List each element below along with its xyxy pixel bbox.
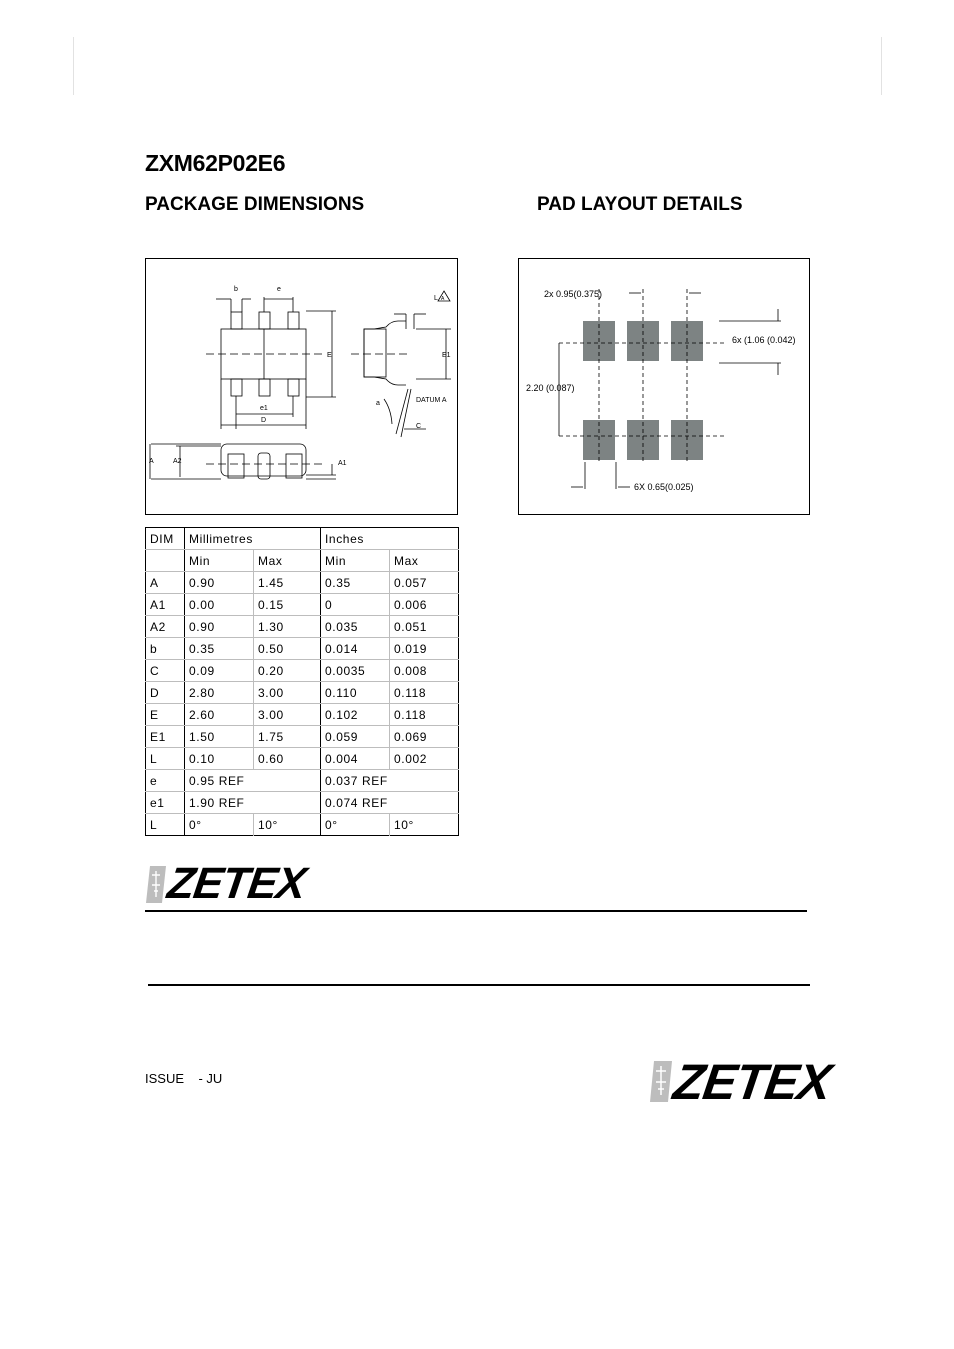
table-row [146, 704, 459, 726]
table-cell: 1.45 [254, 572, 321, 594]
table-cell: Inches [321, 528, 459, 550]
table-cell: 0.118 [390, 682, 459, 704]
dim-label-D: D [261, 417, 267, 424]
table-cell: 0.069 [390, 726, 459, 748]
part-number-title: ZXM62P02E6 [145, 150, 286, 176]
table-cell: A1 [146, 594, 185, 616]
table-cell: Max [254, 550, 321, 572]
table-row [146, 550, 459, 572]
table-cell: 0.014 [321, 638, 390, 660]
table-cell: 0° [185, 814, 254, 836]
dim-label-A: A [149, 458, 154, 465]
dim-label-A2: A2 [173, 458, 182, 465]
dimensions-table [145, 527, 459, 836]
table-cell: 0.35 [321, 572, 390, 594]
table-cell: 0.059 [321, 726, 390, 748]
table-cell: 0° [321, 814, 390, 836]
table-cell: 0.035 [321, 616, 390, 638]
row-spacing-label: 2.20 (0.087) [526, 383, 575, 393]
table-cell: L [146, 814, 185, 836]
table-row [146, 638, 459, 660]
table-cell: 0.09 [185, 660, 254, 682]
table-row [146, 616, 459, 638]
table-cell: 0.004 [321, 748, 390, 770]
footer-rule-bottom [148, 984, 810, 986]
table-cell: 0.051 [390, 616, 459, 638]
pad-layout-drawing [519, 259, 809, 514]
table-row [146, 660, 459, 682]
table-cell: 0.0035 [321, 660, 390, 682]
table-cell: 0.019 [390, 638, 459, 660]
table-cell: 0.102 [321, 704, 390, 726]
package-dimensions-heading: PACKAGE DIMENSIONS [145, 194, 365, 215]
dim-label-e1: e1 [260, 405, 268, 412]
table-cell: 0 [321, 594, 390, 616]
pad-pitch-label: 2x 0.95(0.375) [544, 289, 603, 299]
table-row [146, 682, 459, 704]
table-row [146, 770, 459, 792]
table-cell: A [146, 572, 185, 594]
table-cell: 1.90 REF [185, 792, 321, 814]
table-row [146, 528, 459, 550]
issue-label: ISSUE [145, 1071, 185, 1086]
dim-label-e: e [277, 286, 281, 293]
table-row [146, 814, 459, 836]
table-cell: e [146, 770, 185, 792]
table-cell: 0.037 REF [321, 770, 459, 792]
table-cell: L [146, 748, 185, 770]
table-cell: 0.057 [390, 572, 459, 594]
table-row [146, 594, 459, 616]
table-cell: e1 [146, 792, 185, 814]
table-row [146, 726, 459, 748]
dim-label-b: b [234, 286, 238, 293]
table-cell: 10° [394, 817, 414, 832]
table-cell: 0.35 [185, 638, 254, 660]
table-row [146, 748, 459, 770]
datum-a-label: DATUM A [416, 397, 447, 404]
table-cell: 3.00 [254, 704, 321, 726]
dim-label-E: E [327, 352, 332, 359]
pad-length-label: 6x (1.06 (0.042) [732, 335, 796, 345]
zetex-logo-text: ZETEX [164, 859, 309, 908]
table-cell: 0.110 [321, 682, 390, 704]
table-cell: 0.50 [254, 638, 321, 660]
table-cell: A2 [146, 616, 185, 638]
table-cell: 0.95 REF [185, 770, 321, 792]
table-cell: 0.002 [390, 748, 459, 770]
table-cell: Min [321, 550, 390, 572]
dim-label-E1: E1 [442, 352, 451, 359]
table-cell: 0.006 [390, 594, 459, 616]
pad-layout-heading: PAD LAYOUT DETAILS [537, 194, 743, 215]
table-cell: C [146, 660, 185, 682]
right-margin-mark [881, 37, 882, 95]
table-cell: 3.00 [254, 682, 321, 704]
zetex-logo-text-2: ZETEX [670, 1054, 835, 1110]
table-row [146, 572, 459, 594]
table-cell: 2.60 [185, 704, 254, 726]
footer-rule-top [145, 910, 807, 912]
table-cell: D [146, 682, 185, 704]
table-cell: 2.80 [185, 682, 254, 704]
table-cell: 10° [254, 814, 321, 836]
table-cell: 1.75 [254, 726, 321, 748]
datum-ref-symbol: A [441, 296, 445, 302]
zetex-logo-top [146, 859, 309, 914]
table-cell: 0.00 [185, 594, 254, 616]
dim-label-A1: A1 [338, 460, 347, 467]
table-cell: 0.90 [185, 572, 254, 594]
table-cell: 0.008 [390, 660, 459, 682]
dim-label-C: C [416, 423, 422, 430]
table-cell: 1.50 [185, 726, 254, 748]
table-cell: Min [185, 550, 254, 572]
table-cell: 0.118 [390, 704, 459, 726]
table-cell: b [146, 638, 185, 660]
package-outline-drawing [146, 259, 457, 514]
dim-label-a: a [376, 400, 380, 407]
table-cell: 0.15 [254, 594, 321, 616]
table-cell: DIM [146, 528, 185, 550]
table-cell: 0.074 REF [321, 792, 459, 814]
pad-width-label: 6X 0.65(0.025) [634, 482, 694, 492]
table-cell: E1 [146, 726, 185, 748]
table-cell: Max [390, 550, 459, 572]
table-cell: 0.60 [254, 748, 321, 770]
issue-line [145, 1071, 222, 1086]
zetex-logo-bottom [650, 1054, 835, 1113]
package-drawing-frame [145, 258, 458, 515]
table-cell: 0.10 [185, 748, 254, 770]
dim-label-L: L [434, 295, 438, 302]
issue-value: - JU [198, 1071, 223, 1086]
table-row [146, 792, 459, 814]
table-cell [146, 550, 185, 572]
table-cell: 0.90 [185, 616, 254, 638]
table-cell: Millimetres [185, 528, 321, 550]
table-cell: 0.20 [254, 660, 321, 682]
table-cell: 1.30 [254, 616, 321, 638]
pad-layout-frame [518, 258, 810, 515]
table-cell: E [146, 704, 185, 726]
left-margin-mark [73, 37, 74, 95]
